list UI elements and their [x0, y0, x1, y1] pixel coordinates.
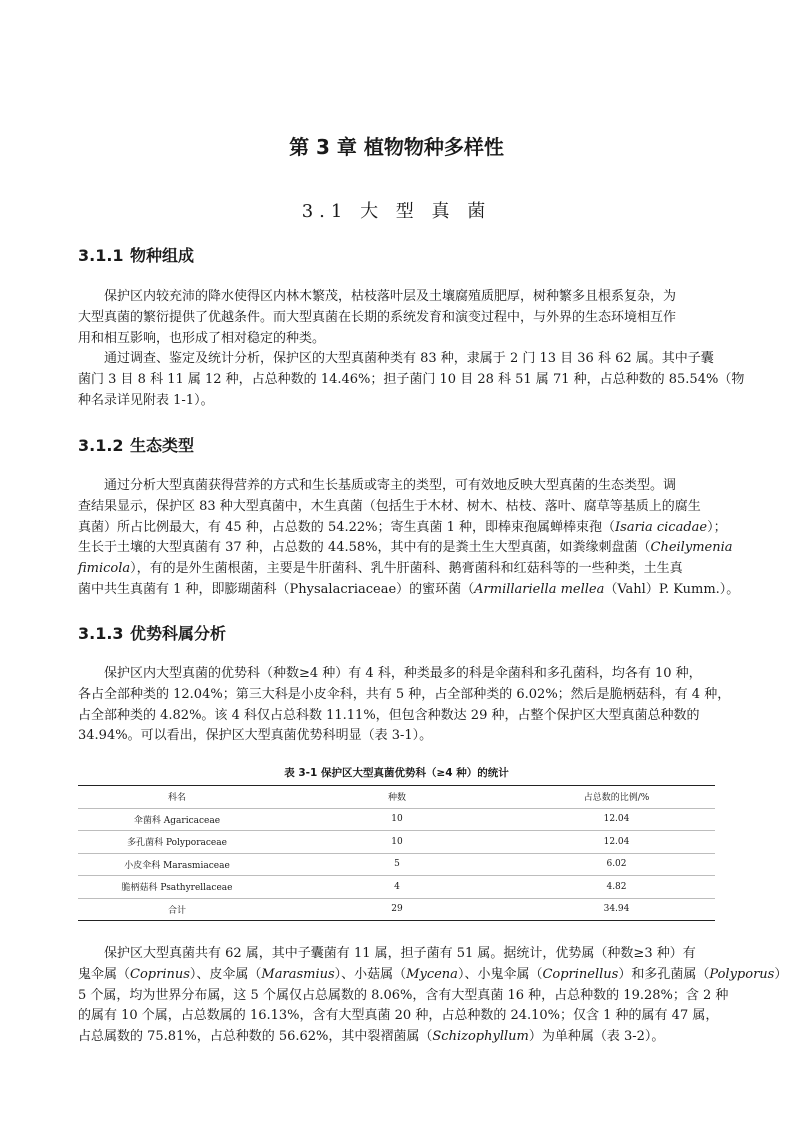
table-caption: 表 3-1 保护区大型真菌优势科（≥4 种）的统计 — [284, 767, 509, 779]
family-name-cell: 伞菌科 Agaricaceae — [78, 808, 276, 831]
text-line: 生长于土壤的大型真菌有 37 种，占总数的 44.58%，其中有的是粪土生大型真菌，如粪缘刺盘菌（Cheilymenia — [78, 540, 733, 556]
subsection-number: 3.1.3 — [78, 624, 124, 643]
text-line: 通过分析大型真菌获得营养的方式和生长基质或寄主的类型，可有效地反映大型真菌的生态类型。调 — [104, 478, 677, 493]
genus-name: Marasmius — [261, 966, 335, 982]
genus-name: Coprinellus — [542, 966, 619, 982]
species-count-cell: 10 — [276, 808, 518, 831]
subsection-title: 生态类型 — [130, 436, 195, 455]
family-name-cell: 小皮伞科 Marasmiaceae — [78, 853, 276, 876]
total-count-cell: 29 — [276, 898, 518, 921]
column-header: 种数 — [276, 786, 518, 809]
paragraph-dominant-families — [78, 664, 731, 747]
species-name: Isaria cicadae — [615, 519, 708, 535]
percent-cell: 12.04 — [518, 831, 715, 854]
percent-cell: 4.82 — [518, 876, 715, 899]
genus-name: Schizophyllum — [432, 1029, 529, 1045]
subsection-number: 3.1.2 — [78, 436, 124, 455]
paragraph-dominant-genera — [78, 944, 788, 1048]
text-line: 大型真菌的繁衍提供了优越条件。而大型真菌在长期的系统发育和演变过程中，与外界的生态环境相互作 — [78, 309, 677, 325]
chapter-title: 第 3 章 植物物种多样性 — [289, 135, 504, 159]
subsection-title: 物种组成 — [130, 246, 195, 265]
subsection-heading-3-1-3 — [78, 623, 226, 645]
table-total-row — [78, 898, 715, 921]
species-count-cell: 10 — [276, 831, 518, 854]
text-line: 用和相互影响，也形成了相对稳定的种类。 — [78, 330, 326, 346]
table-row — [78, 808, 715, 831]
table-row — [78, 831, 715, 854]
text-line: 各占全部种类的 12.04%；第三大科是小皮伞科，共有 5 种，占全部种类的 6.02%；然后是脆柄菇科，有 4 种， — [78, 686, 731, 702]
text-line: 真菌）所占比例最大，有 45 种，占总数的 54.22%；寄生真菌 1 种，即棒束孢属蝉棒束孢（Isaria cicadae）； — [78, 519, 727, 535]
text-line: 菌门 3 目 8 科 11 属 12 种，占总种数的 14.46%；担子菌门 10 目 28 科 51 属 71 种，占总种数的 85.54%（物 — [78, 372, 745, 388]
species-count-cell: 5 — [276, 853, 518, 876]
genus-name: Coprinus — [130, 966, 190, 982]
text-line: 保护区内较充沛的降水使得区内林木繁茂，枯枝落叶层及土壤腐殖质肥厚，树种繁多且根系复杂，为 — [104, 289, 677, 304]
text-line: 鬼伞属（Coprinus）、皮伞属（Marasmius）、小菇属（Mycena）、小鬼伞属（Coprinellus）和多孔菌属（Polyporus） — [78, 966, 788, 982]
species-name: fimicola — [78, 561, 131, 577]
subsection-heading-3-1-2 — [78, 435, 194, 457]
genus-name: Polyporus — [709, 966, 775, 982]
subsection-heading-3-1-1 — [78, 245, 194, 267]
total-percent-cell: 34.94 — [518, 898, 715, 921]
subsection-number: 3.1.1 — [78, 246, 124, 265]
column-header: 科名 — [78, 786, 276, 809]
text-line: 菌中共生真菌有 1 种，即膨瑚菌科（Physalacriaceae）的蜜环菌（Armillariella mellea（Vahl）P. Kumm.）。 — [78, 581, 740, 597]
family-name-cell: 脆柄菇科 Psathyrellaceae — [78, 876, 276, 899]
text-line: 占全部种类的 4.82%。该 4 科仅占总科数 11.11%，但包含种数达 29 种，占整个保护区大型真菌总种数的 — [78, 707, 700, 723]
species-count-cell: 4 — [276, 876, 518, 899]
text-line: 通过调查、鉴定及统计分析，保护区的大型真菌种类有 83 种，隶属于 2 门 13 目 36 科 62 属。其中子囊 — [104, 351, 714, 367]
species-name: Armillariella mellea — [474, 581, 605, 597]
paragraph-ecological-types — [78, 476, 740, 601]
family-name-cell: 多孔菌科 Polyporaceae — [78, 831, 276, 854]
text-line: 的属有 10 个属，占总数属的 16.13%，含有大型真菌 20 种，占总种数的 24.10%；仅含 1 种的属有 47 属， — [78, 1008, 719, 1024]
total-label-cell: 合计 — [78, 898, 276, 921]
text-line: 查结果显示，保护区 83 种大型真菌中，木生真菌（包括生于木材、树木、枯枝、落叶、腐草等基质上的腐生 — [78, 498, 701, 514]
genus-name: Mycena — [406, 966, 458, 982]
table-row — [78, 876, 715, 899]
species-name: Cheilymenia — [650, 540, 733, 556]
text-line: 5 个属，均为世界分布属，这 5 个属仅占总属数的 8.06%，含有大型真菌 16 种，占总种数的 19.28%；含 2 种 — [78, 987, 729, 1003]
text-line: 保护区内大型真菌的优势科（种数≥4 种）有 4 科，种类最多的科是伞菌科和多孔菌科，均各有 10 种， — [104, 666, 702, 681]
column-header: 占总数的比例/% — [518, 786, 715, 809]
paragraph-species-composition — [78, 287, 745, 412]
text-line: 34.94%。可以看出，保护区大型真菌优势科明显（表 3-1）。 — [78, 728, 433, 744]
percent-cell: 6.02 — [518, 853, 715, 876]
section-title: 3.1 大 型 真 菌 — [301, 201, 492, 222]
text-line: 保护区大型真菌共有 62 属，其中子囊菌有 11 属，担子菌有 51 属。据统计，优势属（种数≥3 种）有 — [104, 946, 696, 961]
table-header-row — [78, 786, 715, 809]
dominant-families-table — [78, 785, 715, 921]
text-line: 占总属数的 75.81%，占总种数的 56.62%，其中裂褶菌属（Schizophyllum）为单种属（表 3-2）。 — [78, 1029, 665, 1045]
text-line: 种名录详见附表 1-1）。 — [78, 392, 214, 408]
subsection-title: 优势科属分析 — [130, 624, 227, 643]
table-row — [78, 853, 715, 876]
text-line: fimicola），有的是外生菌根菌，主要是牛肝菌科、乳牛肝菌科、鹅膏菌科和红菇科等的一些种类，土生真 — [78, 561, 683, 577]
percent-cell: 12.04 — [518, 808, 715, 831]
